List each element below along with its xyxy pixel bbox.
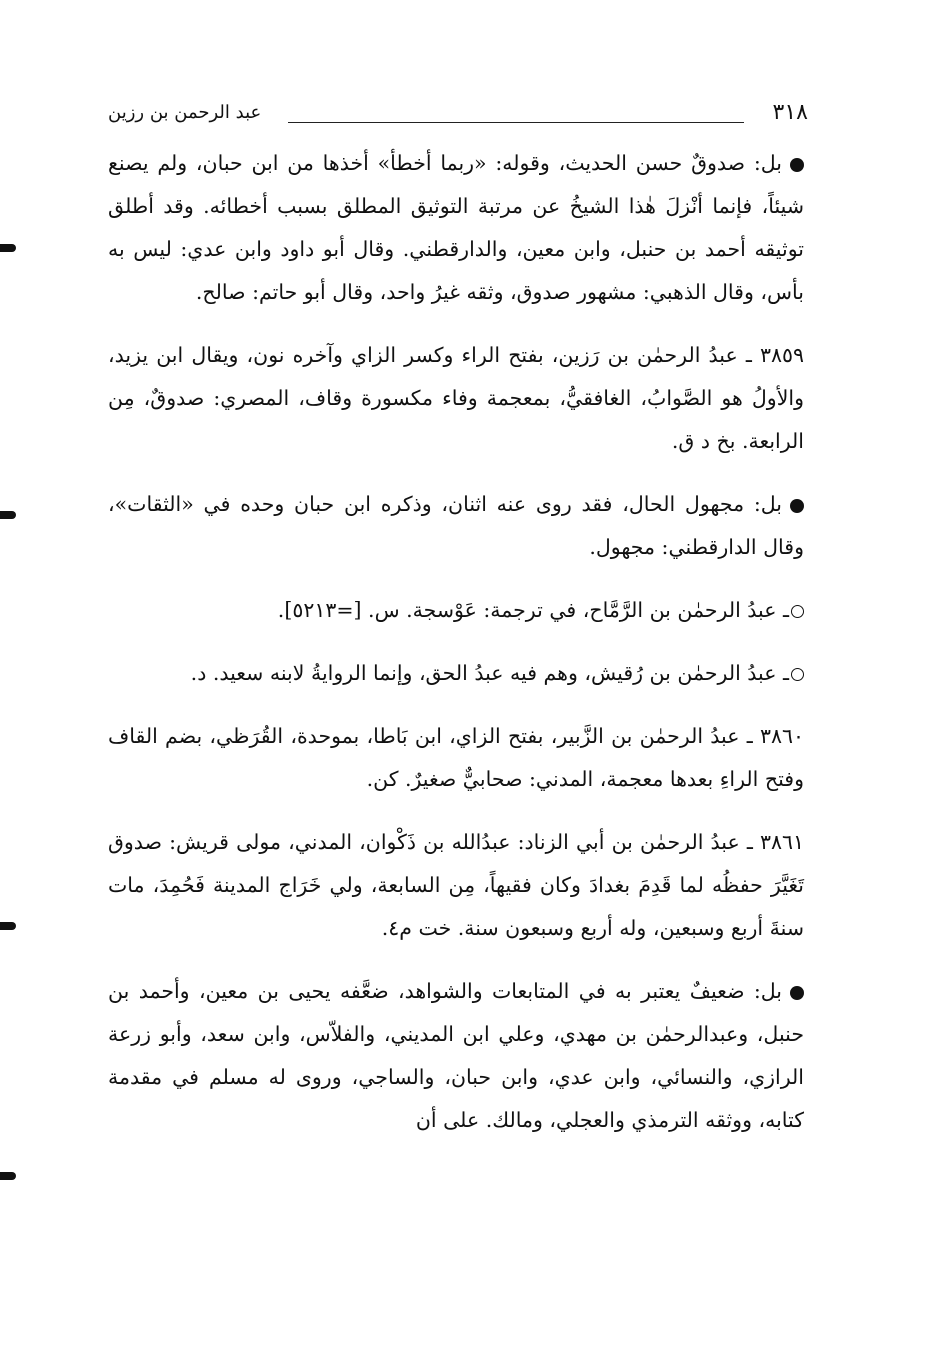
margin-mark xyxy=(0,1172,16,1180)
paragraph-text: ـ عبدُ الرحمٰن بن رُقيش، وهم فيه عبدُ الحق، وإنما الروايةُ لابنه سعيد. د. xyxy=(190,661,789,685)
running-title: عبد الرحمن بن رزين xyxy=(108,102,262,123)
paragraph xyxy=(108,483,804,569)
cross-reference xyxy=(108,589,804,632)
entry-3859 xyxy=(108,334,804,463)
margin-mark xyxy=(0,922,16,930)
bullet-icon xyxy=(790,499,804,513)
paragraph-text: بل: ضعيفٌ يعتبر به في المتابعات والشواهد، ضعَّفه يحيى بن معين، وأحمد بن حنبل، وعبدالرحمٰن بن مهدي، وعلي ابن المديني، والفلاّس، وابن سعد، وأبو زرعة الرازي، والنسائي، وابن عدي، وابن حبان، والساجي، وروى له مسلم في مقدمة كتابه، ووثقه الترمذي والعجلي، ومالك. على أن xyxy=(108,979,804,1132)
bullet-icon xyxy=(790,986,804,1000)
paragraph-text: بل: مجهول الحال، فقد روى عنه اثنان، وذكره ابن حبان وحده في «الثقات»، وقال الدارقطني: مجهول. xyxy=(108,492,804,559)
circle-icon xyxy=(791,668,804,681)
scan-margin-marks xyxy=(0,0,20,1361)
paragraph xyxy=(108,142,804,314)
bullet-icon xyxy=(790,158,804,172)
header-rule xyxy=(288,122,744,123)
cross-reference xyxy=(108,652,804,695)
paragraph-text: ـ عبدُ الرحمٰن بن الرَّمَّاح، في ترجمة: عَوْسجة. س. [=٥٢١٣]. xyxy=(277,598,789,622)
paragraph-text: ٣٨٦١ ـ عبدُ الرحمٰن بن أبي الزناد: عبدُالله بن ذَكْوان، المدني، مولى قريش: صدوق تَغَيَّرَ حفظُه لما قَدِمَ بغدادَ وكان فقيهاً، مِن السابعة، ولي خَرَاج المدينة فَحُمِدَ، مات سنةَ أربع وسبعين، وله أربع وسبعون سنة. خت م٤. xyxy=(108,830,804,940)
page-number: ٣١٨ xyxy=(772,100,808,125)
paragraph xyxy=(108,970,804,1142)
margin-mark xyxy=(0,244,16,252)
entry-3861 xyxy=(108,821,804,950)
circle-icon xyxy=(791,605,804,618)
entry-3860 xyxy=(108,715,804,801)
margin-mark xyxy=(0,511,16,519)
paragraph-text: ٣٨٥٩ ـ عبدُ الرحمٰن بن رَزين، بفتح الراء وكسر الزاي وآخره نون، ويقال ابن يزيد، والأولُ هو الصَّوابُ، الغافقيُّ، بمعجمة وفاء مكسورة وقاف، المصري: صدوقٌ، مِن الرابعة. بخ د ق. xyxy=(108,343,804,453)
paragraph-text: بل: صدوقٌ حسن الحديث، وقوله: «ربما أخطأ» أخذها من ابن حبان، ولم يصنع شيئاً، فإنما أنْزلَ هٰذا الشيخُ عن مرتبة التوثيق المطلق بسبب أخطائه. وقد أطلق توثيقه أحمد بن حنبل، وابن معين، والدارقطني. وقال أبو داود وابن عدي: ليس به بأس، وقال الذهبي: مشهور صدوق، وثقه غيرُ واحد، وقال أبو حاتم: صالح. xyxy=(108,151,804,304)
page-body xyxy=(108,142,804,1162)
paragraph-text: ٣٨٦٠ ـ عبدُ الرحمٰن بن الزَّبير، بفتح الزاي، ابن بَاطا، بموحدة، القُرَظي، بضم القاف وفتح الراءِ بعدها معجمة، المدني: صحابيٌّ صغيرٌ. كن. xyxy=(108,724,804,791)
page-header xyxy=(108,100,808,130)
